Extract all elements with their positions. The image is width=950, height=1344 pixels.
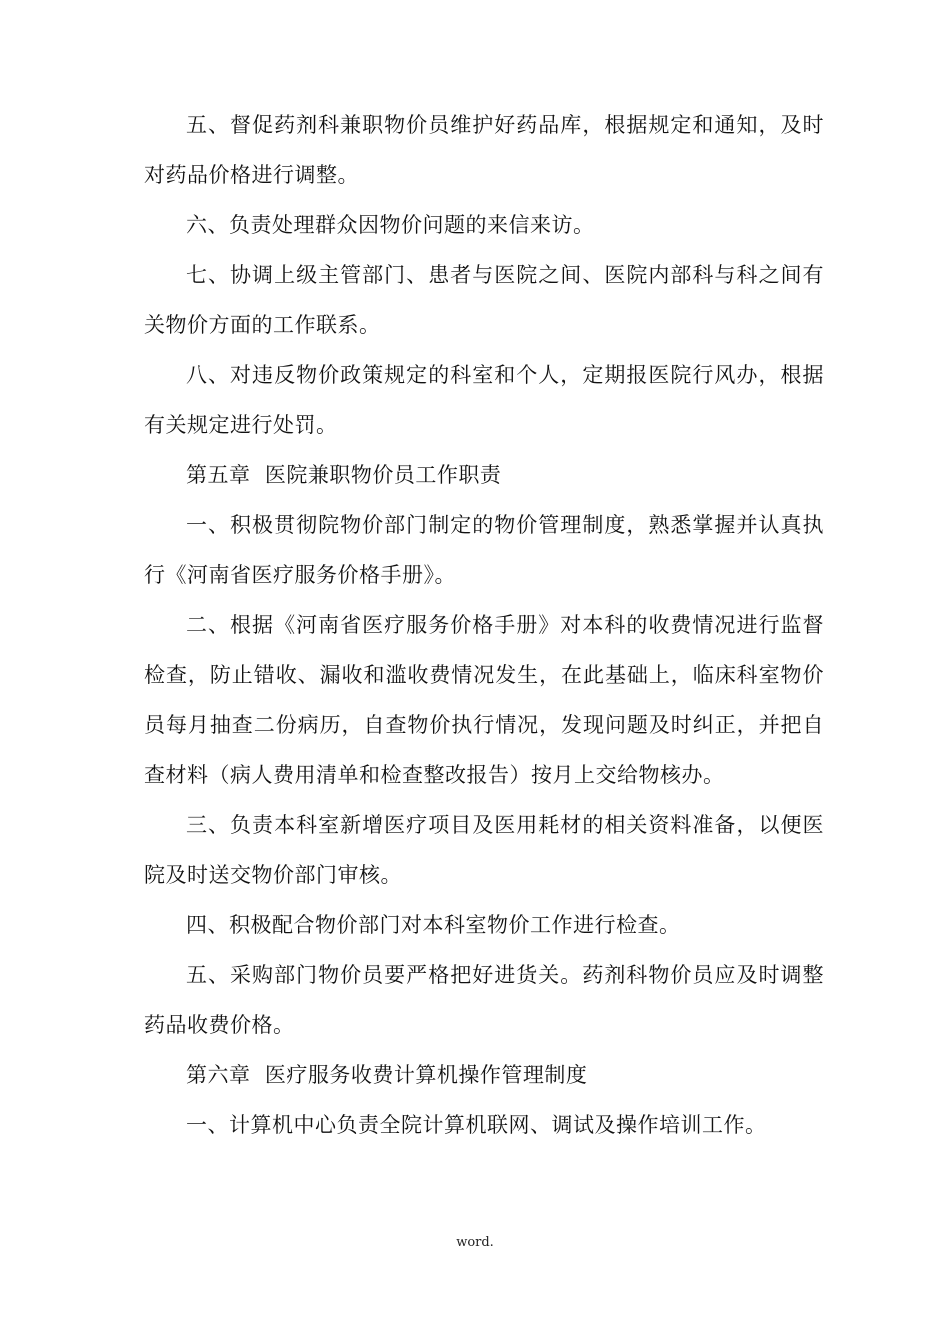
- paragraph-item-8-penalties: 八、对违反物价政策规定的科室和个人，定期报医院行风办，根据有关规定进行处罚。: [144, 363, 824, 437]
- paragraph-ch5-item-1: 一、积极贯彻院物价部门制定的物价管理制度，熟悉掌握并认真执行《河南省医疗服务价格手册》。: [144, 513, 824, 587]
- paragraph-ch5-item-2: 二、根据《河南省医疗服务价格手册》对本科的收费情况进行监督检查，防止错收、漏收和滥收费情况发生，在此基础上，临床科室物价员每月抽查二份病历，自查物价执行情况，发现问题及时纠正，并把自查材料（病人费用清单和检查整改报告）按月上交给物核办。: [144, 613, 824, 787]
- chapter-5-heading: 第五章 医院兼职物价员工作职责: [186, 463, 502, 487]
- paragraph-ch5-item-4: 四、积极配合物价部门对本科室物价工作进行检查。: [186, 913, 681, 937]
- document-body: [144, 100, 824, 1150]
- page-footer: word.: [456, 1235, 494, 1250]
- paragraph-ch5-item-3: 三、负责本科室新增医疗项目及医用耗材的相关资料准备，以便医院及时送交物价部门审核。: [144, 813, 824, 887]
- paragraph-item-5-drug-price: 五、督促药剂科兼职物价员维护好药品库，根据规定和通知，及时对药品价格进行调整。: [144, 113, 824, 187]
- paragraph-item-6-complaints: 六、负责处理群众因物价问题的来信来访。: [186, 213, 595, 237]
- paragraph-ch5-item-5: 五、采购部门物价员要严格把好进货关。药剂科物价员应及时调整药品收费价格。: [144, 963, 824, 1037]
- paragraph-ch6-item-1: 一、计算机中心负责全院计算机联网、调试及操作培训工作。: [186, 1113, 767, 1137]
- chapter-6-heading: 第六章 医疗服务收费计算机操作管理制度: [186, 1063, 588, 1087]
- paragraph-item-7-coordination: 七、协调上级主管部门、患者与医院之间、医院内部科与科之间有关物价方面的工作联系。: [144, 263, 824, 337]
